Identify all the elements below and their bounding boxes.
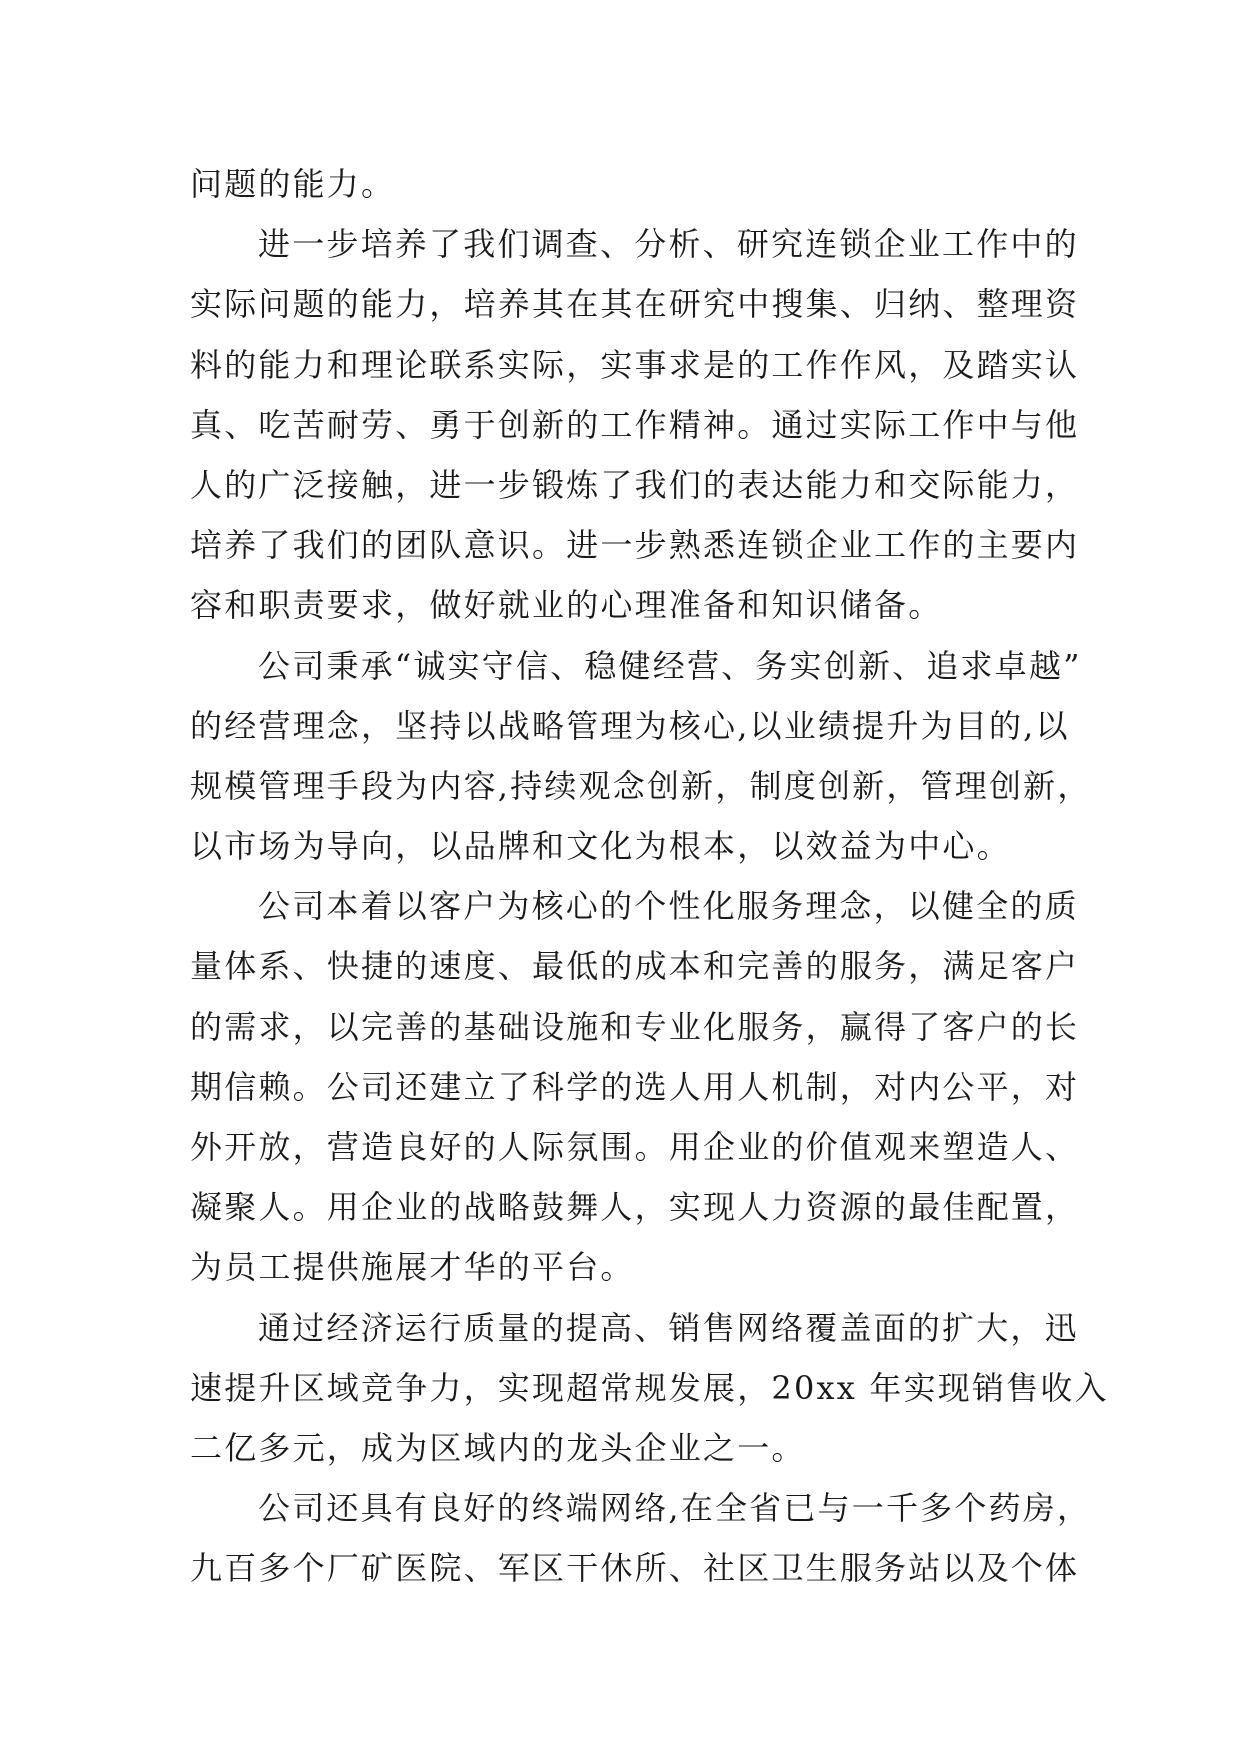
paragraph-first-line: 公司秉承“诚实守信、稳健经营、务实创新、追求卓越” [258, 646, 1082, 685]
text-line: 培养了我们的团队意识。进一步熟悉连锁企业工作的主要内 [190, 526, 1080, 565]
text-line: 速提升区域竞争力，实现超常规发展，20xx 年实现销售收入 [190, 1368, 1109, 1407]
text-line: 九百多个厂矿医院、军区干休所、社区卫生服务站以及个体 [190, 1549, 1080, 1588]
text-line: 二亿多元，成为区域内的龙头企业之一。 [190, 1428, 806, 1467]
text-line: 的经营理念，坚持以战略管理为核心,以业绩提升为目的,以 [190, 706, 1070, 745]
text-line: 外开放，营造良好的人际氛围。用企业的价值观来塑造人、 [190, 1128, 1080, 1166]
text-line: 真、吃苦耐劳、勇于创新的工作精神。通过实际工作中与他 [190, 405, 1080, 444]
text-line: 容和职责要求，做好就业的心理准备和知识储备。 [190, 586, 943, 625]
paragraph-first-line: 公司本着以客户为核心的个性化服务理念，以健全的质 [258, 887, 1079, 926]
text-line: 以市场为导向，以品牌和文化为根本，以效益为中心。 [190, 827, 1011, 866]
text-line: 实际问题的能力，培养其在其在研究中搜集、归纳、整理资 [190, 285, 1080, 324]
text-line: 的需求，以完善的基础设施和专业化服务，赢得了客户的长 [190, 1007, 1080, 1046]
text-line: 期信赖。公司还建立了科学的选人用人机制，对内公平，对 [190, 1067, 1080, 1106]
text-line: 规模管理手段为内容,持续观念创新，制度创新，管理创新， [190, 766, 1092, 805]
paragraph-first-line: 通过经济运行质量的提高、销售网络覆盖面的扩大，迅 [258, 1308, 1079, 1347]
paragraph-first-line: 进一步培养了我们调查、分析、研究连锁企业工作中的 [258, 225, 1079, 264]
text-line: 人的广泛接触，进一步锻炼了我们的表达能力和交际能力， [190, 465, 1080, 504]
document-body [190, 154, 1109, 1599]
paragraph-first-line: 公司还具有良好的终端网络,在全省已与一千多个药房， [258, 1489, 1092, 1528]
text-line: 量体系、快捷的速度、最低的成本和完善的服务，满足客户 [190, 947, 1080, 986]
text-line: 问题的能力。 [190, 165, 396, 203]
text-line: 凝聚人。用企业的战略鼓舞人，实现人力资源的最佳配置， [190, 1188, 1080, 1227]
text-line: 为员工提供施展才华的平台。 [190, 1248, 635, 1287]
text-line: 料的能力和理论联系实际，实事求是的工作作风，及踏实认 [190, 345, 1080, 384]
